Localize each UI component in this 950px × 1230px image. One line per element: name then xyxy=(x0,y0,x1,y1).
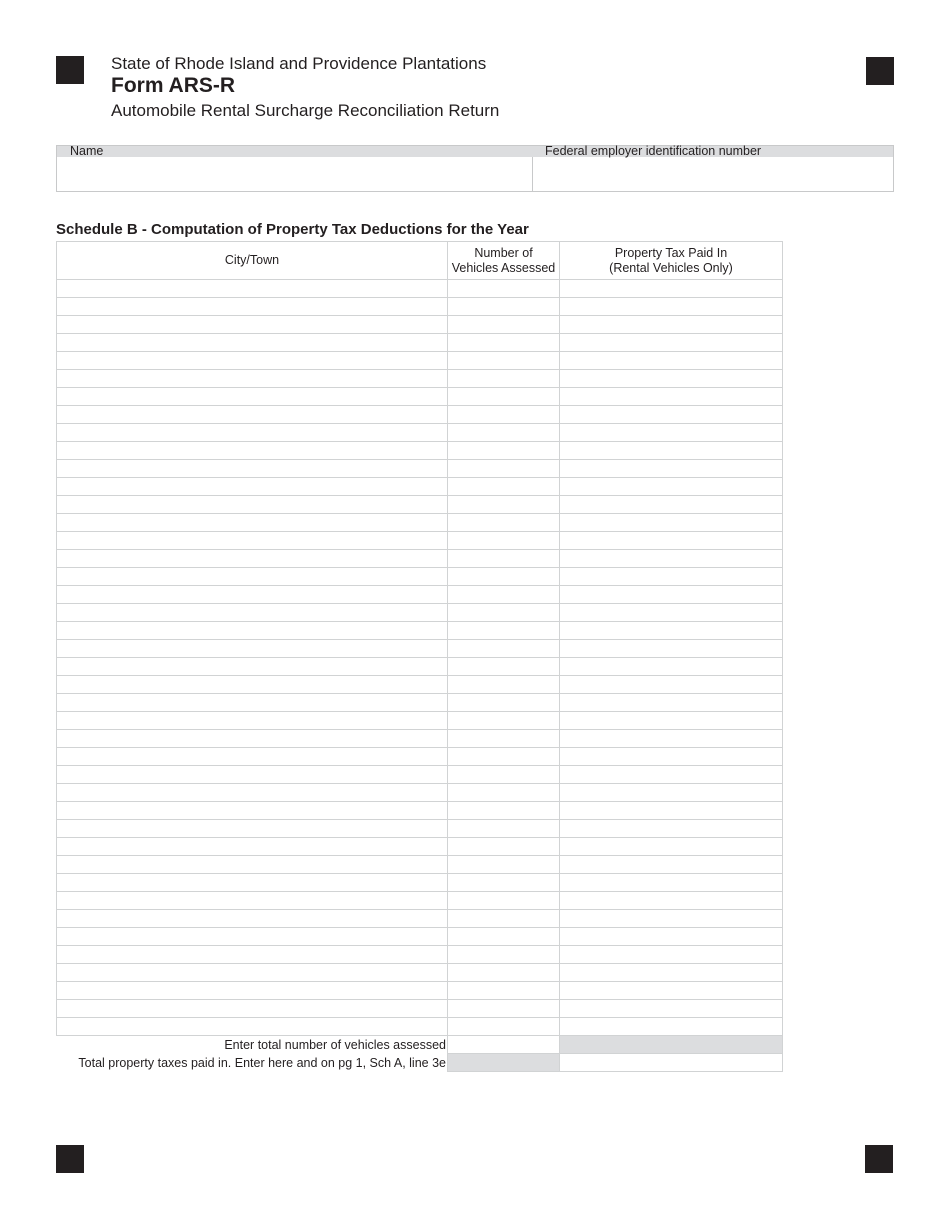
city-town-cell[interactable] xyxy=(57,622,448,640)
fein-field[interactable] xyxy=(533,158,893,191)
form-subtitle: Automobile Rental Surcharge Reconciliation Return xyxy=(111,101,500,120)
schedule-b-row xyxy=(57,838,783,856)
property-tax-cell[interactable] xyxy=(560,568,783,586)
schedule-b-row xyxy=(57,964,783,982)
schedule-b-row xyxy=(57,604,783,622)
schedule-b-row xyxy=(57,424,783,442)
schedule-b-row xyxy=(57,532,783,550)
vehicles-assessed-cell[interactable] xyxy=(448,676,560,694)
schedule-b-row xyxy=(57,730,783,748)
schedule-b-row xyxy=(57,982,783,1000)
property-tax-cell[interactable] xyxy=(560,352,783,370)
city-town-cell[interactable] xyxy=(57,1018,448,1036)
tax-header-line2: (Rental Vehicles Only) xyxy=(609,260,733,275)
city-town-cell[interactable] xyxy=(57,316,448,334)
vehicles-assessed-cell[interactable] xyxy=(448,892,560,910)
property-tax-cell[interactable] xyxy=(560,892,783,910)
schedule-b-row xyxy=(57,388,783,406)
city-town-cell[interactable] xyxy=(57,676,448,694)
vehicles-assessed-cell[interactable] xyxy=(448,1018,560,1036)
city-town-cell[interactable] xyxy=(57,784,448,802)
property-tax-cell[interactable] xyxy=(560,784,783,802)
schedule-b-row xyxy=(57,640,783,658)
vehicles-header-line2: Vehicles Assessed xyxy=(451,260,556,275)
vehicles-assessed-cell[interactable] xyxy=(448,766,560,784)
vehicles-assessed-cell[interactable] xyxy=(448,622,560,640)
vehicles-assessed-cell[interactable] xyxy=(448,1000,560,1018)
city-town-cell[interactable] xyxy=(57,388,448,406)
identification-box xyxy=(56,145,894,192)
schedule-b-row xyxy=(57,820,783,838)
property-tax-cell[interactable] xyxy=(560,442,783,460)
city-town-cell[interactable] xyxy=(57,910,448,928)
schedule-b-row xyxy=(57,406,783,424)
state-name: State of Rhode Island and Providence Plantations xyxy=(111,54,487,73)
schedule-b-row xyxy=(57,514,783,532)
vehicles-assessed-cell[interactable] xyxy=(448,874,560,892)
city-town-cell[interactable] xyxy=(57,280,448,298)
schedule-b-row xyxy=(57,802,783,820)
schedule-b-row xyxy=(57,784,783,802)
property-tax-cell[interactable] xyxy=(560,298,783,316)
schedule-b-row xyxy=(57,298,783,316)
tax-header-line1: Property Tax Paid In xyxy=(614,245,728,260)
city-town-header-text: City/Town xyxy=(224,253,280,267)
schedule-b-row xyxy=(57,550,783,568)
vehicles-assessed-cell[interactable] xyxy=(448,910,560,928)
city-town-cell[interactable] xyxy=(57,928,448,946)
property-tax-cell[interactable] xyxy=(560,658,783,676)
schedule-b-row xyxy=(57,892,783,910)
schedule-b-row xyxy=(57,478,783,496)
vehicles-assessed-cell[interactable] xyxy=(448,838,560,856)
schedule-b-header-row xyxy=(57,242,783,280)
property-tax-cell[interactable] xyxy=(560,1000,783,1018)
city-town-cell[interactable] xyxy=(57,1000,448,1018)
city-town-cell[interactable] xyxy=(57,298,448,316)
city-town-cell[interactable] xyxy=(57,460,448,478)
property-tax-cell[interactable] xyxy=(560,676,783,694)
property-tax-cell[interactable] xyxy=(560,856,783,874)
property-tax-cell[interactable] xyxy=(560,370,783,388)
vehicles-assessed-cell[interactable] xyxy=(448,298,560,316)
vehicles-assessed-cell[interactable] xyxy=(448,586,560,604)
schedule-b-row xyxy=(57,496,783,514)
vehicles-assessed-cell[interactable] xyxy=(448,388,560,406)
property-tax-cell[interactable] xyxy=(560,964,783,982)
vehicles-assessed-cell[interactable] xyxy=(448,550,560,568)
property-tax-cell[interactable] xyxy=(560,928,783,946)
city-town-cell[interactable] xyxy=(57,946,448,964)
form-title: Form ARS-R xyxy=(111,74,236,97)
vehicles-assessed-cell[interactable] xyxy=(448,496,560,514)
property-tax-cell[interactable] xyxy=(560,982,783,1000)
property-tax-cell[interactable] xyxy=(560,694,783,712)
city-town-cell[interactable] xyxy=(57,820,448,838)
city-town-cell[interactable] xyxy=(57,496,448,514)
vehicles-assessed-cell[interactable] xyxy=(448,460,560,478)
schedule-b-row xyxy=(57,316,783,334)
total-vehicles-row xyxy=(57,1036,783,1054)
city-town-cell[interactable] xyxy=(57,442,448,460)
vehicles-assessed-cell[interactable] xyxy=(448,820,560,838)
property-tax-cell[interactable] xyxy=(560,838,783,856)
property-tax-cell[interactable] xyxy=(560,604,783,622)
property-tax-cell[interactable] xyxy=(560,910,783,928)
city-town-cell[interactable] xyxy=(57,478,448,496)
city-town-cell[interactable] xyxy=(57,766,448,784)
vehicles-assessed-cell[interactable] xyxy=(448,784,560,802)
schedule-b-row xyxy=(57,370,783,388)
vehicles-assessed-cell[interactable] xyxy=(448,856,560,874)
vehicles-assessed-cell[interactable] xyxy=(448,568,560,586)
total-taxes-shaded-cell xyxy=(448,1054,560,1072)
schedule-b-rows xyxy=(57,280,783,1036)
schedule-b-row xyxy=(57,586,783,604)
total-vehicles-field[interactable] xyxy=(448,1036,560,1054)
vehicles-assessed-cell[interactable] xyxy=(448,730,560,748)
city-town-cell[interactable] xyxy=(57,856,448,874)
vehicles-header-line1: Number of xyxy=(474,245,533,260)
vehicles-assessed-cell[interactable] xyxy=(448,964,560,982)
schedule-b-row xyxy=(57,280,783,298)
city-town-cell[interactable] xyxy=(57,730,448,748)
city-town-cell[interactable] xyxy=(57,352,448,370)
vehicles-assessed-cell[interactable] xyxy=(448,802,560,820)
property-tax-cell[interactable] xyxy=(560,514,783,532)
schedule-b-row xyxy=(57,856,783,874)
city-town-cell[interactable] xyxy=(57,712,448,730)
vehicles-assessed-cell[interactable] xyxy=(448,334,560,352)
col-header-property-tax xyxy=(560,242,783,280)
city-town-cell[interactable] xyxy=(57,982,448,1000)
property-tax-cell[interactable] xyxy=(560,622,783,640)
property-tax-cell[interactable] xyxy=(560,280,783,298)
city-town-cell[interactable] xyxy=(57,802,448,820)
city-town-cell[interactable] xyxy=(57,658,448,676)
total-taxes-row xyxy=(57,1054,783,1072)
property-tax-cell[interactable] xyxy=(560,478,783,496)
vehicles-assessed-cell[interactable] xyxy=(448,640,560,658)
vehicles-assessed-cell[interactable] xyxy=(448,478,560,496)
property-tax-cell[interactable] xyxy=(560,946,783,964)
city-town-cell[interactable] xyxy=(57,406,448,424)
schedule-b-row xyxy=(57,928,783,946)
schedule-b-row xyxy=(57,874,783,892)
city-town-cell[interactable] xyxy=(57,604,448,622)
city-town-cell[interactable] xyxy=(57,694,448,712)
property-tax-cell[interactable] xyxy=(560,802,783,820)
schedule-b-row xyxy=(57,658,783,676)
name-label: Name xyxy=(70,144,104,158)
schedule-b-row xyxy=(57,334,783,352)
vehicles-assessed-cell[interactable] xyxy=(448,694,560,712)
schedule-b-row xyxy=(57,694,783,712)
property-tax-cell[interactable] xyxy=(560,496,783,514)
schedule-b-row xyxy=(57,352,783,370)
city-town-cell[interactable] xyxy=(57,334,448,352)
schedule-b-row xyxy=(57,622,783,640)
city-town-cell[interactable] xyxy=(57,838,448,856)
property-tax-cell[interactable] xyxy=(560,550,783,568)
vehicles-assessed-cell[interactable] xyxy=(448,424,560,442)
vehicles-assessed-cell[interactable] xyxy=(448,352,560,370)
schedule-b-row xyxy=(57,766,783,784)
schedule-b-row xyxy=(57,1018,783,1036)
vehicles-assessed-cell[interactable] xyxy=(448,946,560,964)
vehicles-assessed-cell[interactable] xyxy=(448,406,560,424)
city-town-cell[interactable] xyxy=(57,550,448,568)
col-header-city-town xyxy=(57,242,448,280)
schedule-b-row xyxy=(57,712,783,730)
city-town-cell[interactable] xyxy=(57,568,448,586)
total-taxes-field[interactable] xyxy=(560,1054,783,1072)
vehicles-assessed-cell[interactable] xyxy=(448,442,560,460)
city-town-cell[interactable] xyxy=(57,532,448,550)
identification-label-bar xyxy=(57,146,893,157)
vehicles-assessed-cell[interactable] xyxy=(448,658,560,676)
city-town-cell[interactable] xyxy=(57,748,448,766)
property-tax-cell[interactable] xyxy=(560,316,783,334)
total-vehicles-shaded-cell xyxy=(560,1036,783,1054)
property-tax-cell[interactable] xyxy=(560,388,783,406)
city-town-cell[interactable] xyxy=(57,586,448,604)
schedule-b-table xyxy=(56,241,783,1072)
property-tax-cell[interactable] xyxy=(560,586,783,604)
schedule-b-row xyxy=(57,946,783,964)
property-tax-cell[interactable] xyxy=(560,532,783,550)
property-tax-cell[interactable] xyxy=(560,748,783,766)
schedule-b-row xyxy=(57,910,783,928)
registration-mark-bottom-right xyxy=(865,1145,893,1173)
vehicles-assessed-cell[interactable] xyxy=(448,712,560,730)
schedule-b-row xyxy=(57,748,783,766)
city-town-cell[interactable] xyxy=(57,874,448,892)
city-town-cell[interactable] xyxy=(57,892,448,910)
registration-mark-top-left xyxy=(56,56,84,84)
city-town-cell[interactable] xyxy=(57,424,448,442)
city-town-cell[interactable] xyxy=(57,514,448,532)
property-tax-cell[interactable] xyxy=(560,712,783,730)
vehicles-assessed-cell[interactable] xyxy=(448,532,560,550)
city-town-cell[interactable] xyxy=(57,640,448,658)
vehicles-assessed-cell[interactable] xyxy=(448,316,560,334)
property-tax-cell[interactable] xyxy=(560,1018,783,1036)
fein-label: Federal employer identification number xyxy=(545,144,762,158)
total-vehicles-label: Enter total number of vehicles assessed xyxy=(224,1037,446,1052)
property-tax-cell[interactable] xyxy=(560,820,783,838)
schedule-b-row xyxy=(57,676,783,694)
vehicles-assessed-cell[interactable] xyxy=(448,514,560,532)
city-town-cell[interactable] xyxy=(57,370,448,388)
vehicles-assessed-cell[interactable] xyxy=(448,748,560,766)
city-town-cell[interactable] xyxy=(57,964,448,982)
total-taxes-label: Total property taxes paid in. Enter here and on pg 1, Sch A, line 3e xyxy=(78,1055,446,1070)
vehicles-assessed-cell[interactable] xyxy=(448,604,560,622)
vehicles-assessed-cell[interactable] xyxy=(448,982,560,1000)
property-tax-cell[interactable] xyxy=(560,334,783,352)
registration-mark-top-right xyxy=(866,57,894,85)
schedule-b-row xyxy=(57,442,783,460)
registration-mark-bottom-left xyxy=(56,1145,84,1173)
property-tax-cell[interactable] xyxy=(560,766,783,784)
property-tax-cell[interactable] xyxy=(560,460,783,478)
property-tax-cell[interactable] xyxy=(560,424,783,442)
schedule-b-row xyxy=(57,1000,783,1018)
property-tax-cell[interactable] xyxy=(560,874,783,892)
property-tax-cell[interactable] xyxy=(560,730,783,748)
schedule-b-title: Schedule B - Computation of Property Tax Deductions for the Year xyxy=(56,221,529,238)
vehicles-assessed-cell[interactable] xyxy=(448,280,560,298)
col-header-vehicles xyxy=(448,242,560,280)
vehicles-assessed-cell[interactable] xyxy=(448,928,560,946)
name-field[interactable] xyxy=(57,158,532,191)
schedule-b-row xyxy=(57,460,783,478)
vehicles-assessed-cell[interactable] xyxy=(448,370,560,388)
property-tax-cell[interactable] xyxy=(560,406,783,424)
schedule-b-row xyxy=(57,568,783,586)
property-tax-cell[interactable] xyxy=(560,640,783,658)
